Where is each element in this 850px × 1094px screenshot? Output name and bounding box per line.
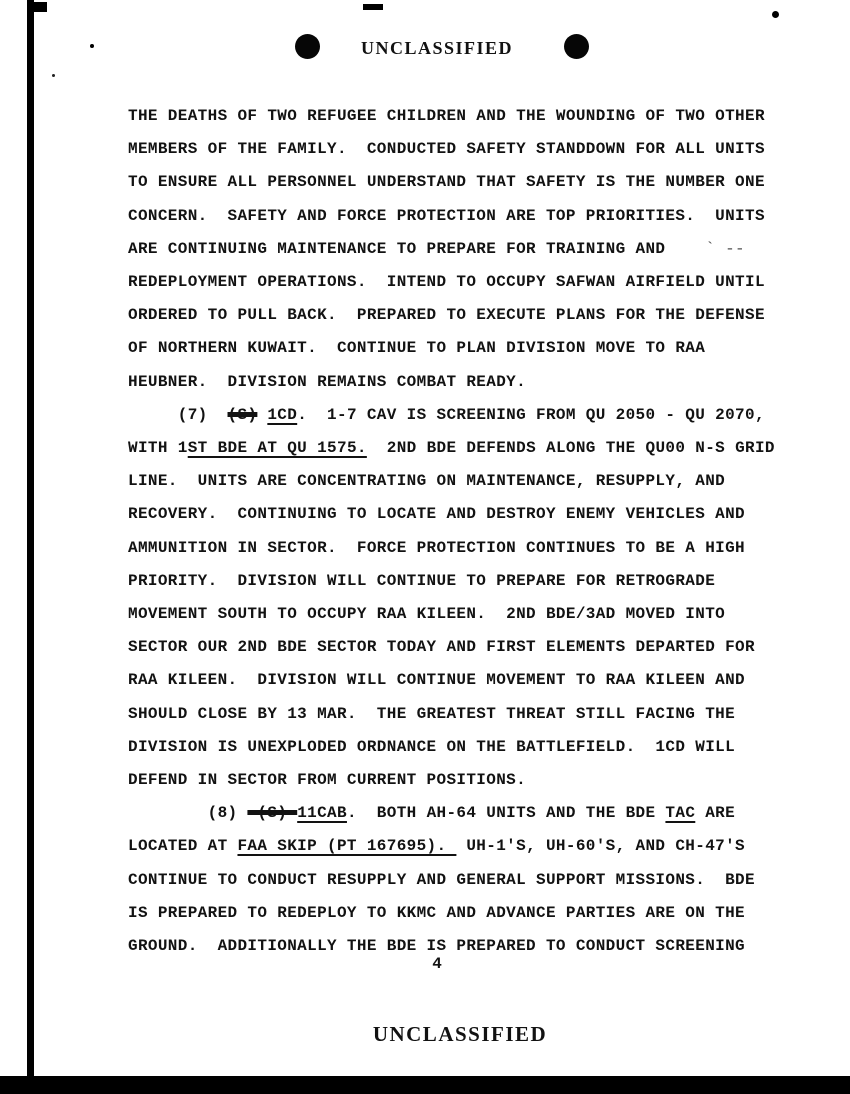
document-line (128, 897, 808, 930)
document-line (128, 299, 808, 332)
scan-artifact (52, 74, 55, 77)
text-segment: LOCATED AT (128, 837, 238, 856)
text-segment: AMMUNITION IN SECTOR. FORCE PROTECTION CONTINUES TO BE A HIGH (128, 538, 745, 557)
document-line (128, 664, 808, 697)
document-line (128, 698, 808, 731)
document-line (128, 332, 808, 365)
text-segment: (8) (128, 804, 248, 823)
text-segment: DIVISION IS UNEXPLODED ORDNANCE ON THE BATTLEFIELD. 1CD WILL (128, 737, 736, 756)
text-segment: ARE CONTINUING MAINTENANCE TO PREPARE FOR TRAINING AND (128, 239, 666, 258)
text-segment: CONTINUE TO CONDUCT RESUPPLY AND GENERAL SUPPORT MISSIONS. BDE (128, 870, 755, 889)
underlined-text: TAC (665, 804, 696, 823)
classification-header: UNCLASSIFIED (360, 38, 514, 58)
document-line (128, 532, 808, 565)
text-segment: 2ND BDE DEFENDS ALONG THE QU00 N-S GRID (366, 439, 775, 458)
document-line (128, 465, 808, 498)
hole-punch-icon (564, 34, 589, 59)
text-segment (257, 406, 267, 424)
text-segment: (7) (128, 405, 228, 424)
text-segment: REDEPLOYMENT OPERATIONS. INTEND TO OCCUPY SAFWAN AIRFIELD UNTIL (128, 273, 765, 292)
document-line (128, 133, 808, 166)
scan-artifact (363, 4, 383, 10)
text-segment: DEFEND IN SECTOR FROM CURRENT POSITIONS. (128, 771, 527, 790)
struck-classification-marking: (S) (227, 405, 258, 424)
text-segment: TO ENSURE ALL PERSONNEL UNDERSTAND THAT SAFETY IS THE NUMBER ONE (128, 173, 765, 192)
document-line (128, 366, 808, 399)
document-line (128, 233, 808, 266)
text-segment: THE DEATHS OF TWO REFUGEE CHILDREN AND THE WOUNDING OF TWO OTHER (128, 107, 765, 125)
scan-artifact (27, 2, 47, 12)
text-segment: GROUND. ADDITIONALLY THE BDE IS PREPARED TO CONDUCT SCREENING (128, 937, 745, 956)
underlined-text: 11CAB (297, 804, 347, 823)
text-segment: HEUBNER. DIVISION REMAINS COMBAT READY. (128, 372, 527, 391)
document-line (128, 432, 808, 465)
document-line (128, 830, 808, 863)
text-segment: PRIORITY. DIVISION WILL CONTINUE TO PREPARE FOR RETROGRADE (128, 571, 716, 590)
scan-artifact (772, 11, 779, 18)
underlined-text: ST BDE AT QU 1575. (187, 439, 367, 458)
text-segment: ORDERED TO PULL BACK. PREPARED TO EXECUTE PLANS FOR THE DEFENSE (128, 306, 765, 325)
document-line (128, 399, 808, 432)
struck-classification-marking: -(S)- (247, 804, 298, 823)
document-line (128, 565, 808, 598)
document-line (128, 731, 808, 764)
document-line (128, 764, 808, 797)
document-line (128, 498, 808, 531)
document-line (128, 598, 808, 631)
scan-edge-bottom (0, 1076, 850, 1094)
text-segment: RECOVERY. CONTINUING TO LOCATE AND DESTROY ENEMY VEHICLES AND (128, 505, 745, 524)
document-line (128, 631, 808, 664)
document-line (128, 100, 808, 133)
scan-noise-text: ` -- (665, 239, 746, 258)
text-segment: MEMBERS OF THE FAMILY. CONDUCTED SAFETY STANDDOWN FOR ALL UNITS (128, 140, 765, 159)
text-segment: CONCERN. SAFETY AND FORCE PROTECTION ARE TOP PRIORITIES. UNITS (128, 206, 765, 225)
text-segment: . BOTH AH-64 UNITS AND THE (346, 804, 626, 823)
document-line (128, 266, 808, 299)
text-segment: LINE. UNITS ARE CONCENTRATING ON MAINTENANCE, RESUPPLY, AND (128, 472, 726, 491)
text-segment: MOVEMENT SOUTH TO OCCUPY RAA KILEEN. 2ND BDE/3AD MOVED INTO (128, 605, 726, 624)
document-line (128, 797, 808, 830)
page-number: 4 (432, 955, 442, 973)
text-segment: WITH 1 (128, 439, 188, 458)
text-segment: . 1-7 CAV IS SCREENING FROM QU 2050 - QU 2070, (297, 405, 765, 424)
text-segment: ARE (695, 804, 736, 823)
document-line (128, 864, 808, 897)
scan-edge-left (27, 0, 34, 1094)
document-line (128, 200, 808, 233)
underlined-text: FAA SKIP (PT 167695). (237, 837, 457, 856)
text-segment: IS PREPARED TO REDEPLOY TO KKMC AND ADVANCE PARTIES ARE ON THE (128, 903, 745, 922)
document-line (128, 166, 808, 199)
text-segment: SHOULD CLOSE BY 13 MAR. THE GREATEST THREAT STILL FACING THE (128, 704, 736, 723)
text-segment: SECTOR OUR 2ND BDE SECTOR TODAY AND FIRST ELEMENTS DEPARTED FOR (128, 638, 755, 657)
text-segment: RAA KILEEN. DIVISION WILL CONTINUE MOVEMENT TO RAA KILEEN AND (128, 671, 745, 690)
text-segment: OF NORTHERN KUWAIT. CONTINUE TO PLAN DIVISION MOVE TO RAA (128, 339, 706, 358)
text-segment: UH-1'S, UH-60'S, AND CH-47'S (456, 837, 746, 856)
document-body (128, 100, 808, 963)
classification-footer: UNCLASSIFIED (372, 1022, 548, 1046)
text-segment: BDE (625, 804, 666, 823)
underlined-text: 1CD (267, 405, 298, 424)
